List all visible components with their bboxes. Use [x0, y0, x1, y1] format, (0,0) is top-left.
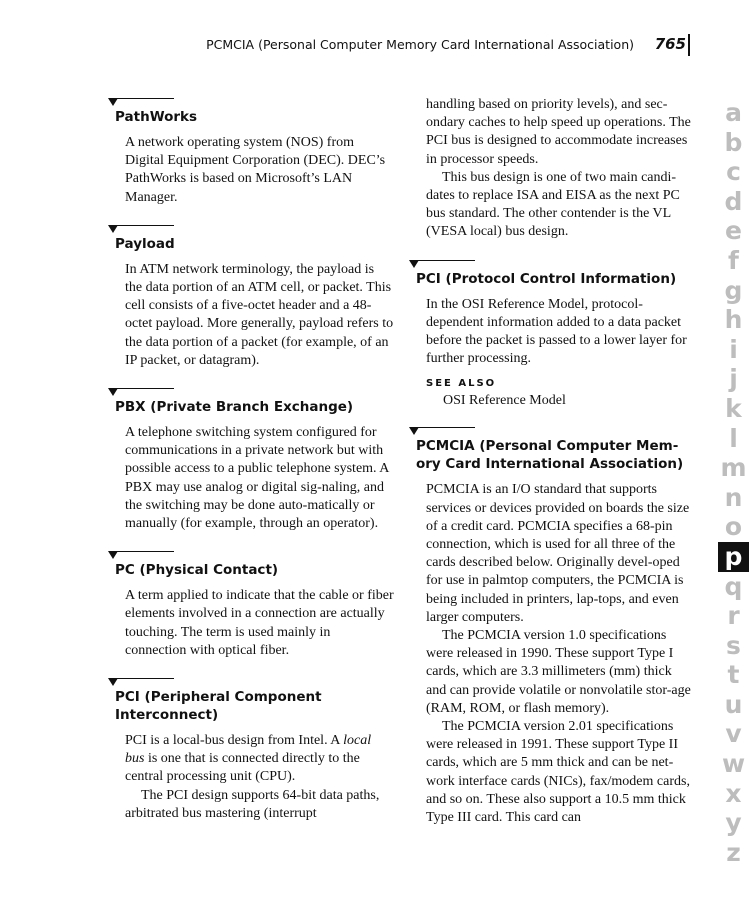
- thumb-letter-w[interactable]: w: [721, 749, 746, 779]
- thumb-letter-y[interactable]: y: [725, 808, 742, 838]
- entry-marker: [112, 549, 394, 559]
- entry-term: PC (Physical Contact): [115, 562, 279, 579]
- entry-body-continued: handling based on priority levels), and sec-ondary caches to help speed up operations. The PCI bus is designed to accommodate increases in processor speeds. This bus design is one of two main candi-dates to replace ISA and EISA as the next PC bus standard. The other contender is the VL (VESA local) bus design.: [426, 97, 691, 240]
- thumb-letter-o[interactable]: o: [724, 512, 743, 542]
- entry-body: A term applied to indicate that the cable or fiber elements involved in a connection are actually touching. The term is used mainly in connection with optical fiber.: [125, 588, 394, 658]
- thumb-letter-j[interactable]: j: [729, 364, 738, 394]
- entry-marker: [112, 386, 394, 396]
- thumb-letter-l[interactable]: l: [729, 423, 738, 453]
- entry-pathworks: [112, 96, 394, 207]
- entry-pc: [112, 549, 394, 660]
- thumb-letter-z[interactable]: z: [726, 837, 741, 867]
- page-number: 765: [654, 35, 686, 53]
- thumb-letter-e[interactable]: e: [725, 216, 742, 246]
- entry-marker: [413, 258, 695, 268]
- entry-body: A network operating system (NOS) from Digital Equipment Corporation (DEC). DEC’s PathWorks is based on Microsoft’s LAN Manager.: [125, 135, 386, 205]
- thumb-letter-b[interactable]: b: [724, 127, 743, 157]
- header-rule: [688, 34, 690, 56]
- thumb-letter-v[interactable]: v: [725, 719, 742, 749]
- entry-body: PCI is a local-bus design from Intel. A local bus is one that is connected directly to the central processing unit (CPU). The PCI design supports 64-bit data paths, arbitrated bus mastering (interrupt: [125, 733, 380, 821]
- see-also-label: SEE ALSO: [426, 378, 497, 390]
- entry-marker: [413, 425, 695, 435]
- entry-body: In ATM network terminology, the payload is the data portion of an ATM cell, or packet. This cell consists of a five-octet header and a 48-octet payload. More generally, payload refers to the data portion of a packet (for example, of an IP packet, or datagram).: [125, 261, 394, 368]
- thumb-letter-s[interactable]: s: [726, 630, 741, 660]
- entry-term: PCMCIA (Personal Computer Mem-ory Card International Association): [416, 438, 684, 473]
- entry-pci-peripheral: [112, 676, 394, 823]
- entry-marker: [112, 96, 394, 106]
- entry-marker: [112, 676, 394, 686]
- thumb-letter-x[interactable]: x: [725, 778, 742, 808]
- thumb-letter-m[interactable]: m: [720, 453, 747, 483]
- entry-term: PCI (Protocol Control Information): [416, 270, 677, 287]
- entry-payload: [112, 223, 394, 370]
- entry-term: PathWorks: [115, 109, 198, 125]
- entry-term: PBX (Private Branch Exchange): [115, 399, 354, 416]
- running-header: [0, 34, 690, 58]
- entry-term: PCI (Peripheral Component Interconnect): [115, 689, 322, 724]
- entry-marker: [112, 223, 394, 233]
- thumb-letter-d[interactable]: d: [724, 186, 743, 216]
- alphabet-thumb-index: [718, 98, 749, 867]
- thumb-letter-c[interactable]: c: [726, 157, 741, 187]
- thumb-letter-r[interactable]: r: [727, 601, 740, 631]
- entry-body: In the OSI Reference Model, protocol-dependent information added to a data packet before the packet is passed to a lower layer for further processing.: [426, 296, 687, 367]
- thumb-letter-p[interactable]: p: [718, 542, 749, 572]
- thumb-letter-i[interactable]: i: [729, 334, 738, 364]
- thumb-letter-n[interactable]: n: [724, 482, 743, 512]
- thumb-letter-f[interactable]: f: [728, 245, 739, 275]
- thumb-letter-u[interactable]: u: [724, 689, 743, 719]
- entry-term: Payload: [115, 235, 175, 252]
- entry-pci-protocol: [413, 258, 695, 410]
- thumb-letter-t[interactable]: t: [727, 660, 740, 690]
- thumb-letter-a[interactable]: a: [725, 98, 742, 127]
- right-column: [413, 96, 695, 827]
- see-also-link[interactable]: OSI Reference Model: [443, 393, 566, 409]
- entry-body: PCMCIA is an I/O standard that supports services or devices provided on boards the size of a credit card. PCMCIA specifies a 68-pin connection, which is used for all three of the cards described below. Originally devel-oped for use in palmtop computers, the PCMCIA is being included in printers, lap-tops, and even larger computers. The PCMCIA version 1.0 specifications were released in 1990. These support Type I cards, which are 3.3 millimeters (mm) thick and can provide volatile or nonvolatile stor-age (RAM, ROM, or flash memory). The PCMCIA version 2.01 specifications were released in 1991. These support Type II cards, which are 5 mm thick and can be net-work interface cards (NICs), fax/modem cards, and so on. These also support a 10.5 mm thick Type III card. This card can: [426, 482, 691, 826]
- thumb-letter-h[interactable]: h: [724, 305, 743, 335]
- left-column: [112, 96, 394, 823]
- entry-pcmcia: [413, 425, 695, 827]
- emphasis-local-bus: local bus: [125, 733, 372, 767]
- thumb-letter-k[interactable]: k: [725, 393, 742, 423]
- header-title: PCMCIA (Personal Computer Memory Card International Association): [206, 37, 634, 52]
- thumb-letter-q[interactable]: q: [724, 571, 743, 601]
- thumb-letter-g[interactable]: g: [724, 275, 743, 305]
- entry-pbx: [112, 386, 394, 533]
- entry-body: A telephone switching system configured for communications in a private network but with possible access to a public telephone system. A PBX may use analog or digital sig-naling, and the switching may be done auto-matically or manually (for example, through an operator).: [125, 425, 389, 532]
